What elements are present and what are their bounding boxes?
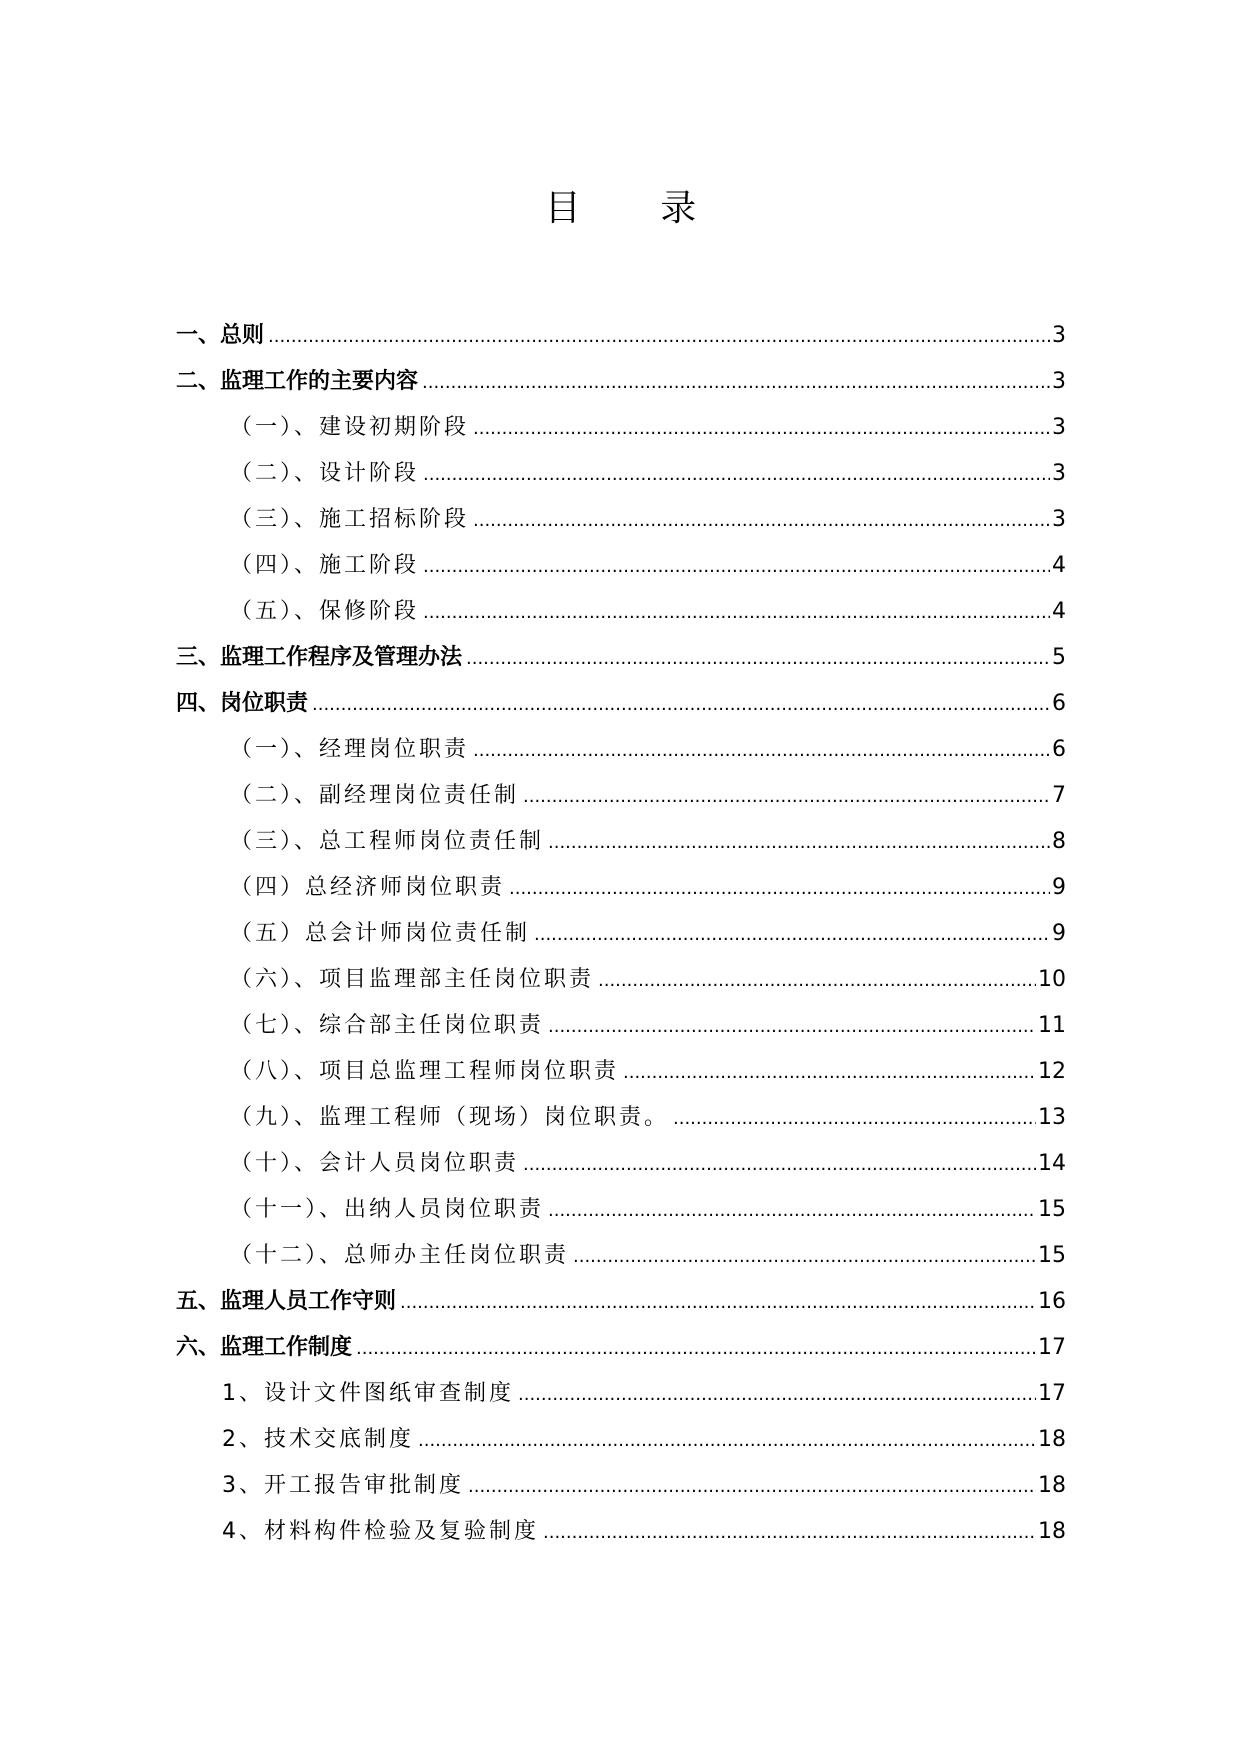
dot-leader [523, 773, 1050, 820]
toc-entry[interactable] [176, 1233, 1066, 1279]
toc-entry-title: 四、岗位职责 [176, 691, 309, 716]
toc-page-number: 3 [1052, 323, 1066, 348]
dot-leader [598, 957, 1036, 1004]
dot-leader [418, 1417, 1036, 1464]
toc-page-number: 18 [1038, 1519, 1066, 1544]
toc-entry-title: （一）、经理岗位职责 [230, 737, 470, 762]
toc-page-number: 17 [1038, 1335, 1066, 1360]
toc-page-number: 8 [1052, 829, 1066, 854]
dot-leader [523, 1141, 1036, 1188]
toc-entry-title: 六、监理工作制度 [176, 1335, 353, 1360]
toc-page-number: 17 [1038, 1381, 1066, 1406]
dot-leader [473, 405, 1050, 452]
toc-page-number: 3 [1052, 415, 1066, 440]
dot-leader [312, 681, 1050, 728]
toc-entry-title: （四）、施工阶段 [230, 553, 420, 578]
toc-entry-title: （十一）、出纳人员岗位职责 [230, 1197, 545, 1222]
dot-leader [356, 1325, 1036, 1372]
dot-leader [423, 451, 1050, 498]
dot-leader [423, 589, 1050, 636]
toc-entry-title: （三）、总工程师岗位责任制 [230, 829, 545, 854]
toc-entry-title: （四）总经济师岗位职责 [230, 875, 506, 900]
toc-page-number: 9 [1052, 875, 1066, 900]
dot-leader [673, 1095, 1036, 1142]
toc-entry[interactable] [176, 1279, 1066, 1325]
toc-entry-title: （二）、设计阶段 [230, 461, 420, 486]
toc-entry[interactable] [176, 359, 1066, 405]
toc-entry-title: 4、材料构件检验及复验制度 [222, 1519, 539, 1544]
toc-page-number: 4 [1052, 599, 1066, 624]
toc-entry-title: （九）、监理工程师（现场）岗位职责。 [230, 1105, 670, 1130]
toc-entry[interactable] [176, 635, 1066, 681]
dot-leader [518, 1371, 1036, 1418]
toc-page-number: 10 [1038, 967, 1066, 992]
toc-page-number: 11 [1038, 1013, 1066, 1038]
toc-entry[interactable] [176, 727, 1066, 773]
dot-leader [268, 313, 1050, 360]
toc-page-number: 18 [1038, 1427, 1066, 1452]
toc-page-number: 6 [1052, 737, 1066, 762]
dot-leader [466, 635, 1050, 682]
toc-page-number: 14 [1038, 1151, 1066, 1176]
toc-page-number: 15 [1038, 1197, 1066, 1222]
toc-page-number: 6 [1052, 691, 1066, 716]
toc-entry[interactable] [176, 1049, 1066, 1095]
toc-page-number: 15 [1038, 1243, 1066, 1268]
toc-entry-title: （五）、保修阶段 [230, 599, 420, 624]
toc-page-number: 16 [1038, 1289, 1066, 1314]
toc-page-number: 3 [1052, 507, 1066, 532]
toc-page-number: 3 [1052, 369, 1066, 394]
dot-leader [509, 865, 1050, 912]
dot-leader [548, 819, 1050, 866]
dot-leader [468, 1463, 1036, 1510]
dot-leader [548, 1003, 1036, 1050]
toc-entry[interactable] [176, 405, 1066, 451]
toc-entry[interactable] [176, 543, 1066, 589]
toc-entry[interactable] [176, 1095, 1066, 1141]
dot-leader [422, 359, 1050, 406]
dot-leader [400, 1279, 1036, 1326]
toc-page-number: 5 [1052, 645, 1066, 670]
toc-entry-title: 1、设计文件图纸审查制度 [222, 1381, 514, 1406]
toc-page-number: 7 [1052, 783, 1066, 808]
toc-entry[interactable] [176, 1187, 1066, 1233]
toc-page-number: 4 [1052, 553, 1066, 578]
toc-entry-title: 二、监理工作的主要内容 [176, 369, 419, 394]
dot-leader [423, 543, 1050, 590]
toc-page-number: 13 [1038, 1105, 1066, 1130]
toc-entry-title: （六）、项目监理部主任岗位职责 [230, 967, 595, 992]
toc-entry[interactable] [176, 1325, 1066, 1371]
toc-entry-title: （三）、施工招标阶段 [230, 507, 470, 532]
toc-entry-title: 一、总则 [176, 323, 265, 348]
toc-entry[interactable] [176, 1417, 1066, 1463]
dot-leader [573, 1233, 1036, 1280]
toc-entry-title: 三、监理工作程序及管理办法 [176, 645, 463, 670]
toc-entry[interactable] [176, 313, 1066, 359]
toc-entry-title: 3、开工报告审批制度 [222, 1473, 464, 1498]
toc-entry-title: （七）、综合部主任岗位职责 [230, 1013, 545, 1038]
table-of-contents [176, 313, 1066, 1555]
dot-leader [543, 1509, 1036, 1556]
toc-entry-title: （五）总会计师岗位责任制 [230, 921, 531, 946]
page-title: 目 录 [544, 188, 731, 229]
toc-entry[interactable] [176, 1509, 1066, 1555]
toc-entry[interactable] [176, 911, 1066, 957]
toc-page-number: 12 [1038, 1059, 1066, 1084]
dot-leader [473, 727, 1050, 774]
toc-entry-title: （一）、建设初期阶段 [230, 415, 470, 440]
toc-page-number: 3 [1052, 461, 1066, 486]
dot-leader [473, 497, 1050, 544]
toc-entry-title: （十二）、总师办主任岗位职责 [230, 1243, 570, 1268]
toc-entry[interactable] [176, 497, 1066, 543]
toc-page-number: 9 [1052, 921, 1066, 946]
toc-entry[interactable] [176, 957, 1066, 1003]
toc-entry[interactable] [176, 1003, 1066, 1049]
toc-page-number: 18 [1038, 1473, 1066, 1498]
toc-entry-title: （十）、会计人员岗位职责 [230, 1151, 520, 1176]
toc-entry-title: 2、技术交底制度 [222, 1427, 414, 1452]
toc-entry[interactable] [176, 681, 1066, 727]
toc-entry[interactable] [176, 819, 1066, 865]
toc-entry[interactable] [176, 451, 1066, 497]
toc-entry[interactable] [176, 865, 1066, 911]
dot-leader [548, 1187, 1036, 1234]
toc-entry-title: 五、监理人员工作守则 [176, 1289, 397, 1314]
dot-leader [623, 1049, 1036, 1096]
toc-entry-title: （二）、副经理岗位责任制 [230, 783, 520, 808]
toc-entry[interactable] [176, 1463, 1066, 1509]
toc-entry[interactable] [176, 773, 1066, 819]
toc-entry[interactable] [176, 1141, 1066, 1187]
toc-entry-title: （八）、项目总监理工程师岗位职责 [230, 1059, 620, 1084]
toc-entry[interactable] [176, 1371, 1066, 1417]
dot-leader [534, 911, 1050, 958]
toc-entry[interactable] [176, 589, 1066, 635]
